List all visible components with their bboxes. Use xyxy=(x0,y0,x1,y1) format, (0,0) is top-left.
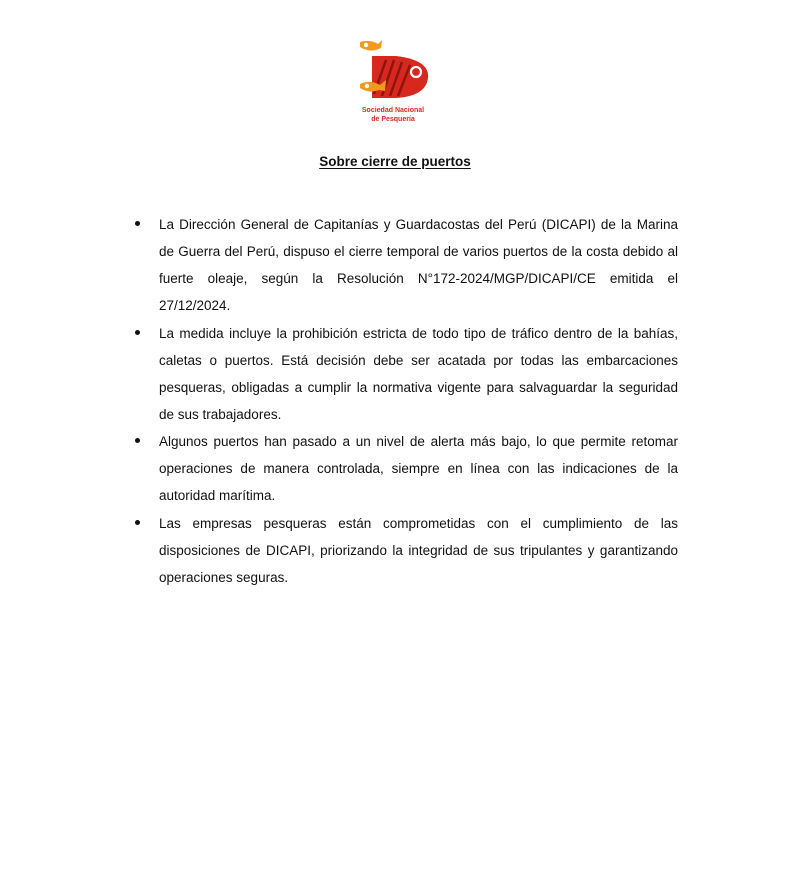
list-item xyxy=(133,428,678,509)
logo-caption-line-2: de Pesquería xyxy=(371,116,415,123)
list-item xyxy=(133,211,678,319)
bullet-icon xyxy=(135,520,140,525)
fish-logo-icon xyxy=(352,38,434,104)
sociedad-nacional-de-pesqueria-logo xyxy=(352,38,434,128)
bullet-icon xyxy=(135,330,140,335)
list-item xyxy=(133,510,678,591)
list-item-text: Algunos puertos han pasado a un nivel de alerta más bajo, lo que permite retomar operaciones de manera controlada, siempre en línea con las indicaciones de la autoridad marítima. xyxy=(159,434,678,503)
list-item-text: La Dirección General de Capitanías y Guardacostas del Perú (DICAPI) de la Marina de Guerra del Perú, dispuso el cierre temporal de varios puertos de la costa debido al fuerte oleaje, según la Resolución N°172-2024/MGP/DICAPI/CE emitida el 27/12/2024. xyxy=(159,217,678,313)
list-item xyxy=(133,320,678,428)
document-title: Sobre cierre de puertos xyxy=(319,154,471,169)
list-item-text: La medida incluye la prohibición estricta de todo tipo de tráfico dentro de la bahías, caletas o puertos. Está decisión debe ser acatada por todas las embarcaciones pesqueras, obligadas a cumplir la normativa vigente para salvaguardar la seguridad de sus trabajadores. xyxy=(159,325,678,422)
logo-caption xyxy=(352,106,434,124)
logo-caption-line-1: Sociedad Nacional xyxy=(361,107,425,114)
list-item-text: Las empresas pesqueras están comprometidas con el cumplimiento de las disposiciones de DICAPI, priorizando la integridad de sus tripulantes y garantizando operaciones seguras. xyxy=(159,515,678,585)
bullet-list xyxy=(133,211,678,591)
bullet-icon xyxy=(135,438,140,443)
bullet-icon xyxy=(135,221,140,226)
